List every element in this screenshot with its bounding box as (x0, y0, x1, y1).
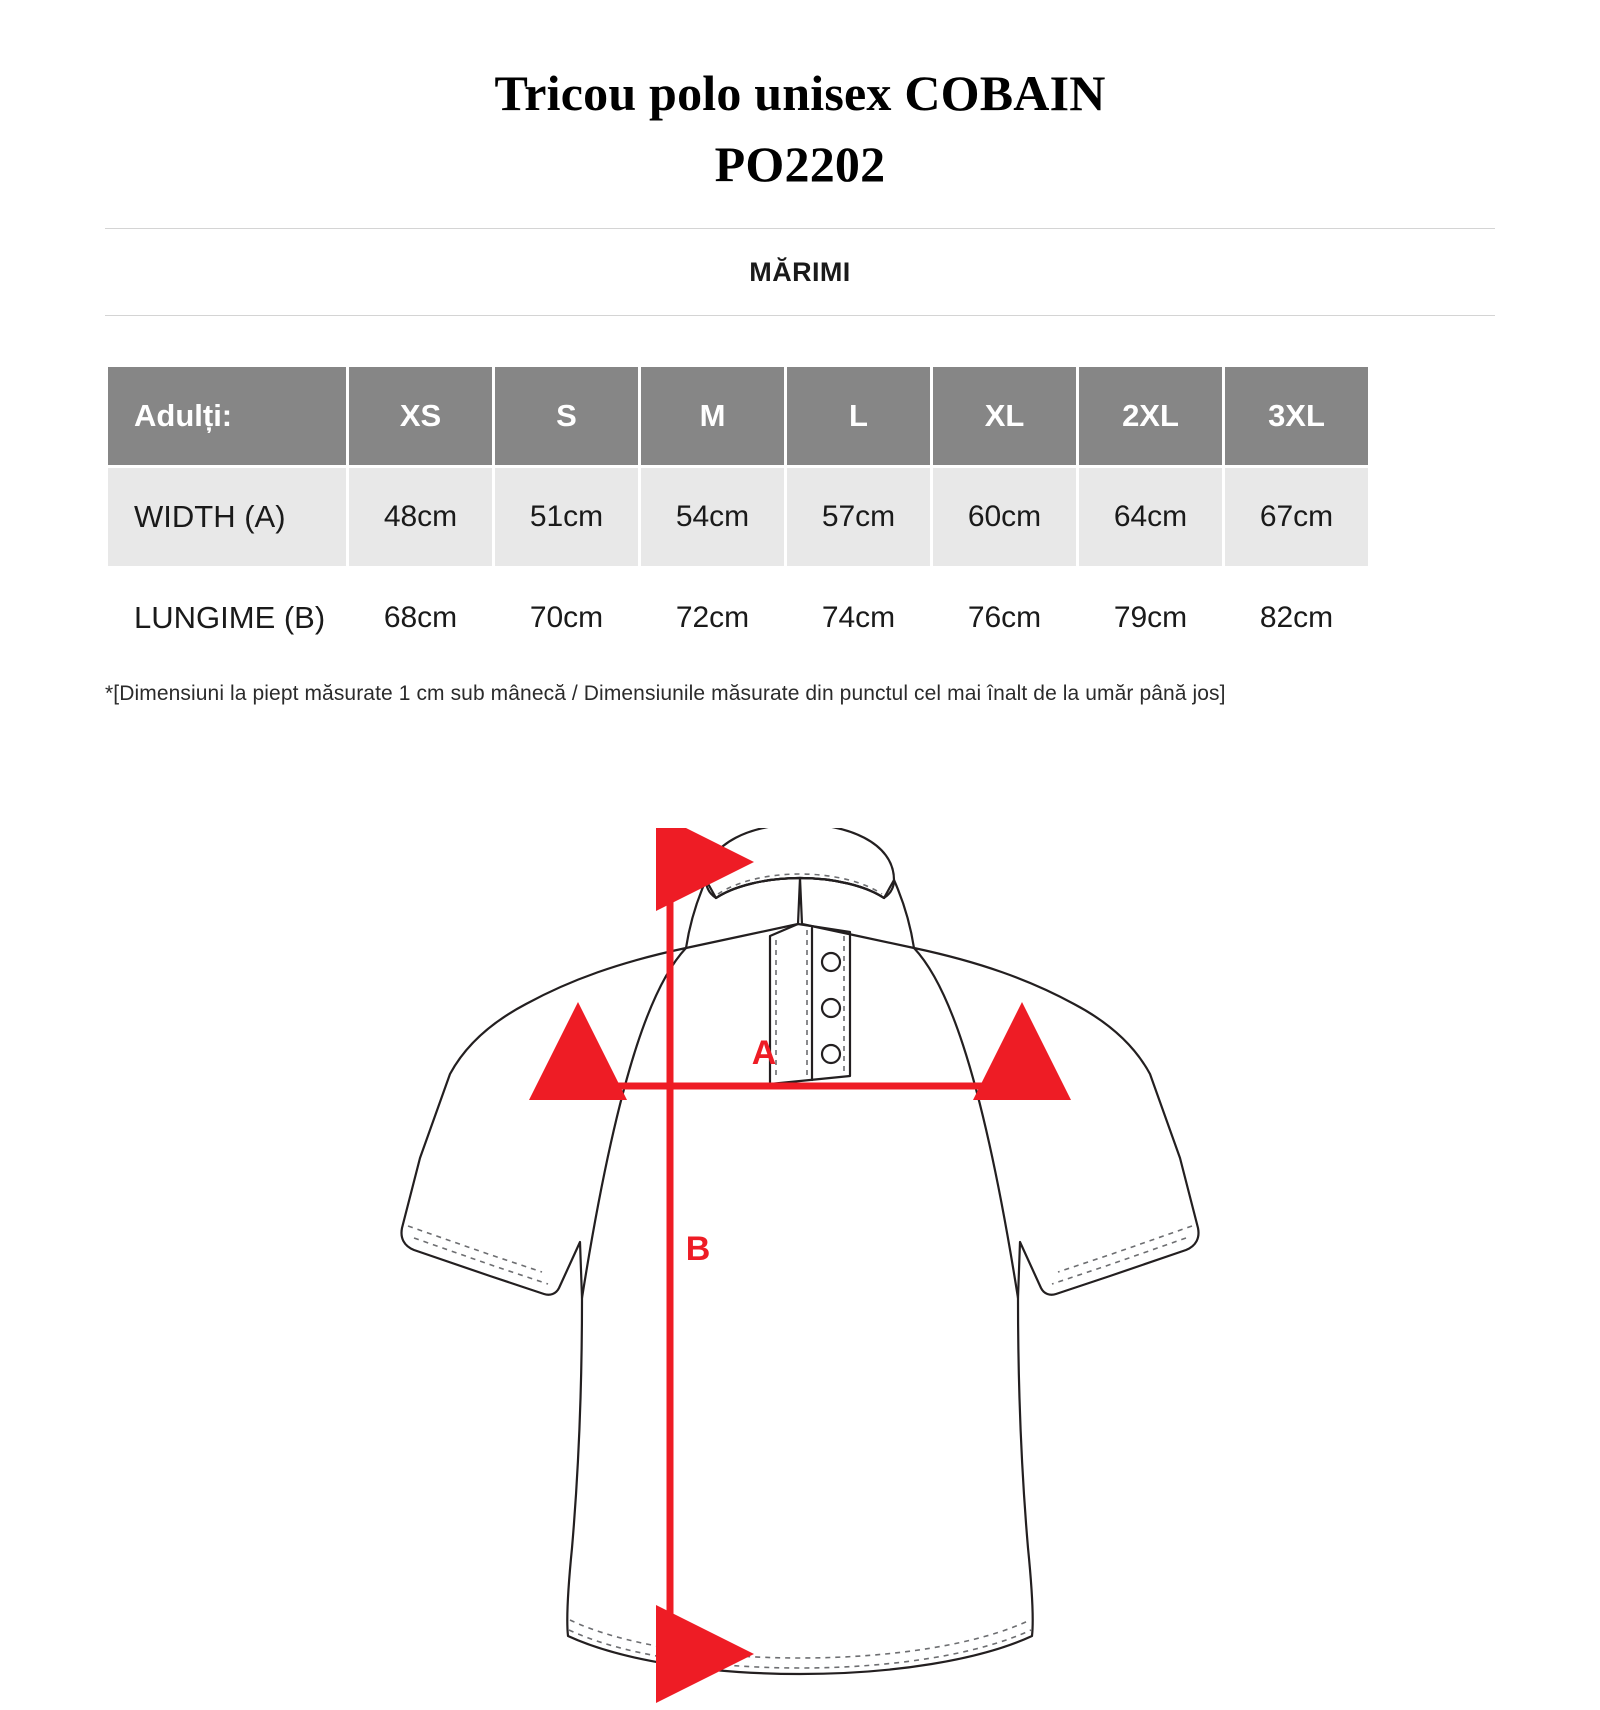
row-label-width: WIDTH (A) (108, 468, 346, 566)
cell-width-3xl: 67cm (1225, 468, 1368, 566)
polo-shirt-illustration (150, 828, 1450, 1708)
dimension-label-b: B (685, 1230, 711, 1268)
table-header-l: L (787, 367, 930, 465)
table-header-m: M (641, 367, 784, 465)
sizes-section-label: MĂRIMI (749, 256, 851, 287)
cell-length-xl: 76cm (933, 569, 1076, 667)
table-row (108, 569, 1368, 667)
table-header-adults: Adulți: (108, 367, 346, 465)
size-table-wrapper (105, 364, 1495, 670)
cell-width-xl: 60cm (933, 468, 1076, 566)
sizes-section-header (105, 228, 1495, 316)
table-header-row (108, 367, 1368, 465)
table-header-s: S (495, 367, 638, 465)
page-title-line-2: PO2202 (714, 136, 886, 192)
polo-shirt-diagram (0, 828, 1600, 1708)
cell-width-2xl: 64cm (1079, 468, 1222, 566)
cell-width-l: 57cm (787, 468, 930, 566)
cell-length-l: 74cm (787, 569, 930, 667)
cell-width-s: 51cm (495, 468, 638, 566)
cell-length-m: 72cm (641, 569, 784, 667)
table-header-xl: XL (933, 367, 1076, 465)
table-row (108, 468, 1368, 566)
row-label-length: LUNGIME (B) (108, 569, 346, 667)
table-header-2xl: 2XL (1079, 367, 1222, 465)
table-header-xs: XS (349, 367, 492, 465)
cell-length-xs: 68cm (349, 569, 492, 667)
cell-width-m: 54cm (641, 468, 784, 566)
dimension-label-a: A (751, 1034, 777, 1072)
size-table (105, 364, 1371, 670)
cell-length-3xl: 82cm (1225, 569, 1368, 667)
page-title-line-1: Tricou polo unisex COBAIN (494, 65, 1106, 121)
table-header-3xl: 3XL (1225, 367, 1368, 465)
page-title (0, 0, 1600, 200)
cell-length-2xl: 79cm (1079, 569, 1222, 667)
cell-length-s: 70cm (495, 569, 638, 667)
measurement-footnote: *[Dimensiuni la piept măsurate 1 cm sub mânecă / Dimensiunile măsurate din punctul cel mai înalt de la umăr până jos] (105, 682, 1226, 705)
cell-width-xs: 48cm (349, 468, 492, 566)
